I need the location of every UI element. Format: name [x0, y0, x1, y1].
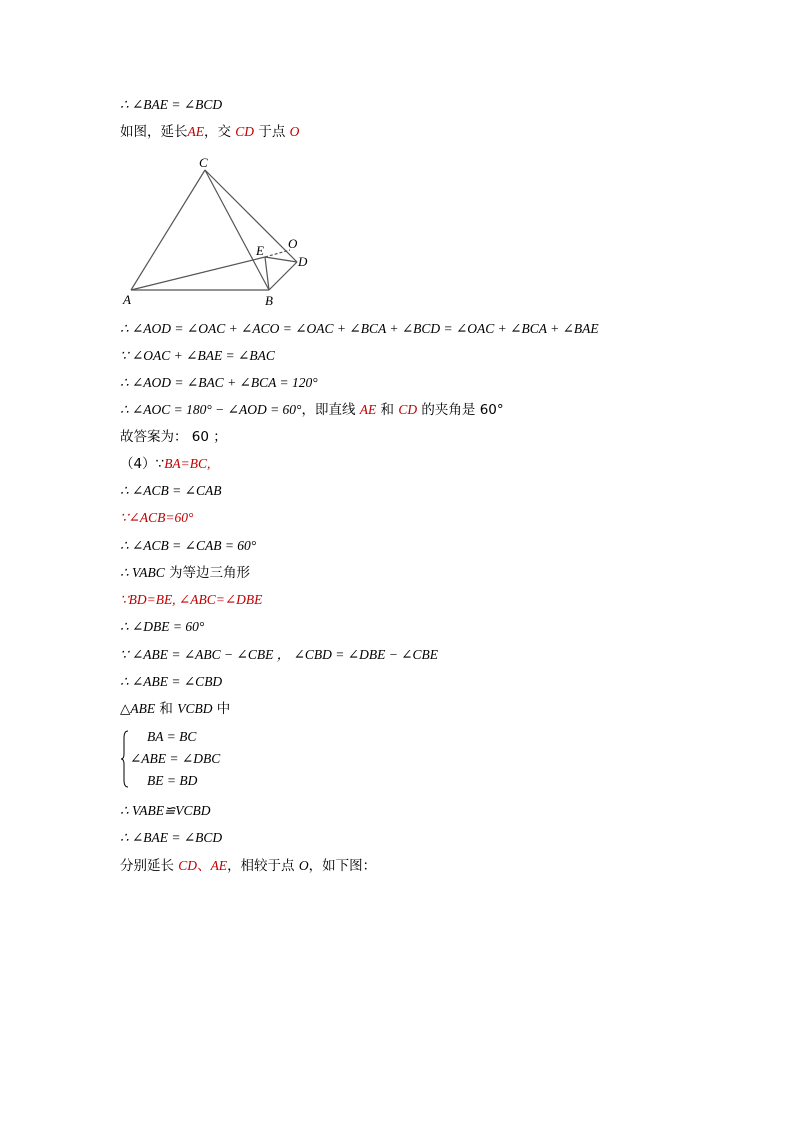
line-aoc-60: [120, 401, 504, 419]
triangle-symbol: △: [120, 701, 131, 716]
line-acb-cab: ∴ ∠ACB = ∠CAB: [120, 483, 222, 498]
label-a: A: [123, 292, 131, 307]
label-d: D: [298, 254, 308, 269]
triangle-cbd: VCBD: [177, 701, 213, 716]
label-c: C: [199, 155, 208, 170]
triangle-abc: VABC: [131, 565, 165, 580]
label-o: O: [288, 236, 298, 251]
text: ∴: [120, 565, 132, 580]
text: （4）∵: [120, 456, 165, 472]
segment-ae: AE: [359, 402, 377, 417]
text: 分别延长: [120, 858, 179, 874]
text: ，相较于点: [227, 858, 299, 874]
triangle-abe: ABE: [130, 701, 156, 716]
line-oac-bae: ∵ ∠OAC + ∠BAE = ∠BAC: [120, 348, 275, 363]
edge-ac: [131, 170, 205, 290]
text: ，即直线: [301, 402, 360, 418]
system-brace: [121, 730, 129, 788]
condition: BA=BC,: [164, 456, 211, 471]
text: 于点: [254, 124, 290, 140]
edge-cd: [205, 170, 297, 262]
segment-cd: CD: [398, 402, 418, 417]
text: ，如下图：: [308, 858, 377, 874]
line-part4: [120, 455, 210, 473]
geometry-figure: [120, 152, 330, 312]
text: 为等边三角形: [164, 565, 251, 581]
line-triangles: [120, 700, 230, 718]
line-extend-cd-ae: [120, 857, 376, 875]
text: 的夹角是 60°: [417, 402, 504, 418]
text: ∴ ∠AOC = 180° − ∠AOD = 60°: [120, 402, 302, 417]
line-aod: ∴ ∠AOD = ∠OAC + ∠ACO = ∠OAC + ∠BCA + ∠BCD = ∠OAC + ∠BCA + ∠BAE: [120, 321, 599, 336]
line-bd-be: ∵BD=BE, ∠ABC=∠DBE: [120, 592, 263, 607]
line-acb-cab-60: ∴ ∠ACB = ∠CAB = 60°: [120, 538, 257, 553]
label-b: B: [265, 293, 273, 308]
segment-ae: AE: [210, 858, 228, 873]
edge-eo-dashed: [265, 250, 290, 257]
line-acb-60-given: ∵∠ACB=60°: [120, 510, 194, 525]
line-aod-120: ∴ ∠AOD = ∠BAC + ∠BCA = 120°: [120, 375, 318, 390]
segment-cd: CD: [235, 124, 255, 139]
line-bae-bcd: ∴ ∠BAE = ∠BCD: [120, 830, 223, 845]
segment-ae: AE: [187, 124, 204, 139]
point-o: O: [298, 858, 309, 873]
text: 中: [212, 701, 231, 717]
line-abe-cbd-diff: ∵ ∠ABE = ∠ABC − ∠CBE ， ∠CBD = ∠DBE − ∠CBE: [120, 647, 438, 662]
line-answer: 故答案为： 60 ；: [120, 429, 227, 445]
point-o: O: [289, 124, 300, 139]
system-eq1: BA = BC: [147, 729, 197, 744]
line-congruent: ∴ VABE≌VCBD: [120, 803, 211, 818]
text: 和: [376, 402, 399, 418]
label-e: E: [256, 243, 264, 258]
edge-bd: [269, 262, 297, 290]
line-dbe-60: ∴ ∠DBE = 60°: [120, 619, 205, 634]
text: 、: [197, 858, 211, 874]
line-abe-eq-cbd: ∴ ∠ABE = ∠CBD: [120, 674, 223, 689]
segment-cd: CD: [178, 858, 198, 873]
line-equilateral: [120, 564, 250, 582]
edge-cb: [205, 170, 269, 290]
text: 如图，延长: [120, 124, 188, 140]
edge-ae: [131, 257, 265, 290]
text: 和: [155, 701, 178, 717]
system-eq2: ∠ABE = ∠DBC: [130, 751, 221, 766]
line-bae-eq-bcd: ∴ ∠BAE = ∠BCD: [120, 97, 223, 112]
line-extend-ae: [120, 123, 299, 141]
text: ，交: [204, 124, 236, 140]
system-eq3: BE = BD: [147, 773, 198, 788]
